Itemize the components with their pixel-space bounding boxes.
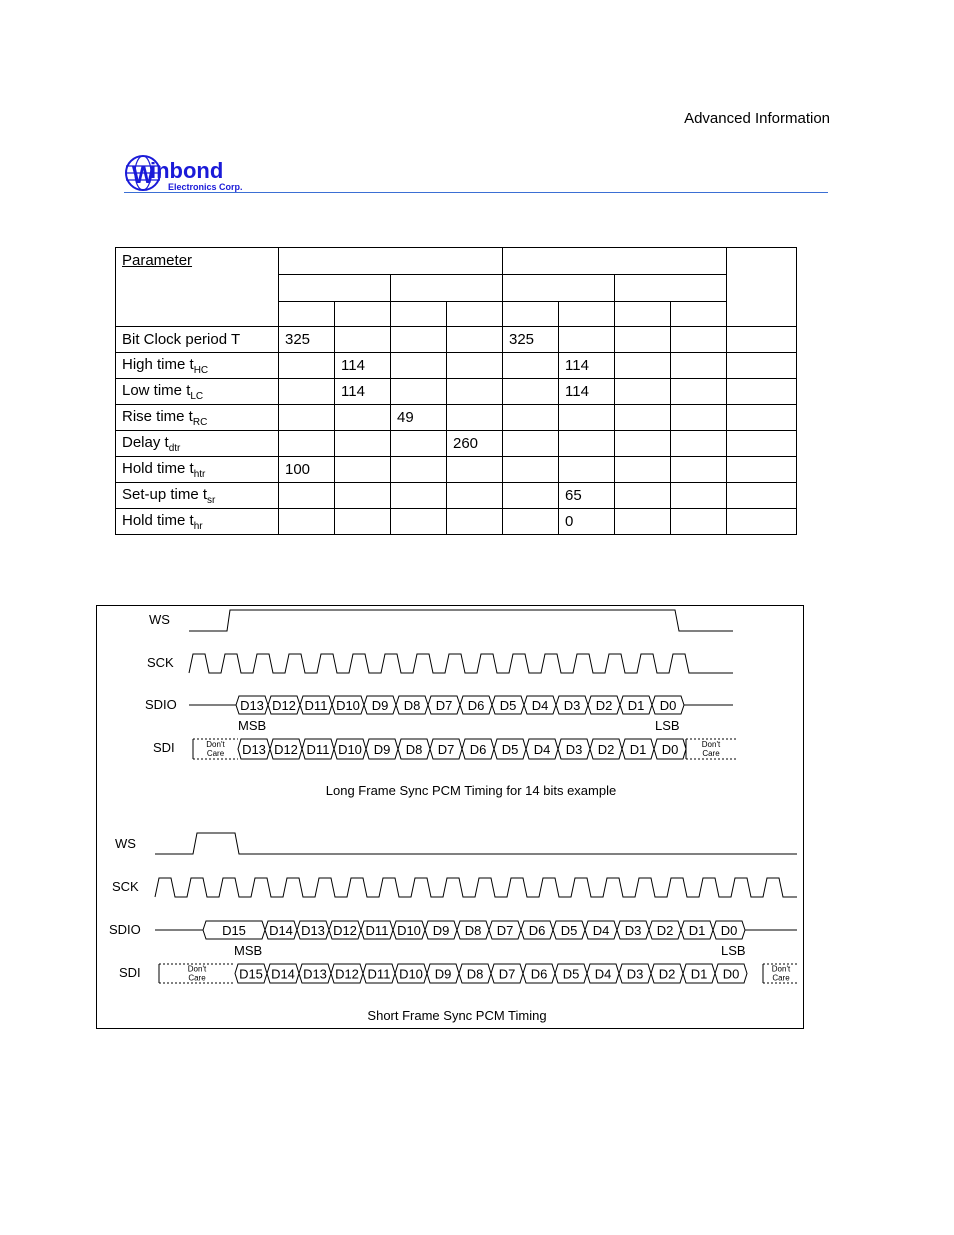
bit-label: D0 bbox=[661, 742, 679, 757]
bit-label: D14 bbox=[269, 923, 293, 938]
bit-label: D1 bbox=[629, 742, 647, 757]
table-cell bbox=[335, 457, 391, 483]
param-label: Hold time $t_{hr}$ bbox=[116, 509, 279, 535]
table-cell bbox=[447, 353, 503, 379]
table-cell bbox=[503, 353, 559, 379]
bit-label: D7 bbox=[437, 742, 455, 757]
table-row bbox=[116, 431, 797, 457]
table-cell bbox=[503, 457, 559, 483]
bit-label: D5 bbox=[562, 966, 580, 982]
col-header bbox=[447, 302, 503, 327]
param-label: Low time $t_{LC}$ bbox=[116, 379, 279, 405]
table-cell bbox=[615, 431, 671, 457]
bit-label: D13 bbox=[242, 742, 266, 757]
bit-label: D4 bbox=[594, 966, 612, 982]
sck-label-short: SCK bbox=[112, 879, 139, 894]
table-cell bbox=[335, 405, 391, 431]
bit-label: D5 bbox=[560, 923, 578, 938]
sdi-label-long: SDI bbox=[153, 740, 175, 755]
bit-label: D9 bbox=[434, 966, 452, 982]
bit-label: D10 bbox=[338, 742, 362, 757]
table-cell bbox=[447, 457, 503, 483]
bit-label: D2 bbox=[656, 923, 674, 938]
param-label: Set-up time $t_{sr}$ bbox=[116, 483, 279, 509]
sub-header bbox=[279, 275, 391, 302]
table-cell bbox=[671, 457, 727, 483]
bit-label: D4 bbox=[533, 742, 551, 757]
bit-label: D0 bbox=[722, 966, 740, 982]
bit-label: D12 bbox=[333, 923, 357, 938]
table-cell bbox=[335, 327, 391, 353]
dont-care-label: Care bbox=[702, 749, 720, 758]
table-cell bbox=[391, 457, 447, 483]
bit-label: D12 bbox=[272, 698, 296, 713]
table-cell bbox=[335, 509, 391, 535]
table-cell bbox=[727, 379, 797, 405]
table-cell bbox=[335, 483, 391, 509]
table-cell bbox=[671, 379, 727, 405]
col-header bbox=[559, 302, 615, 327]
bit-label: D1 bbox=[627, 698, 645, 713]
sck-label-long: SCK bbox=[147, 655, 174, 670]
bit-label: D2 bbox=[597, 742, 615, 757]
param-label: High time $t_{HC}$ bbox=[116, 353, 279, 379]
bit-label: D2 bbox=[658, 966, 676, 982]
ws-label-long: WS bbox=[149, 612, 170, 627]
dont-care-label: Don't bbox=[701, 740, 721, 749]
svg-text:W: W bbox=[132, 162, 155, 189]
table-cell bbox=[671, 353, 727, 379]
bit-label: D1 bbox=[688, 923, 706, 938]
table-cell bbox=[559, 405, 615, 431]
bit-label: D11 bbox=[367, 966, 391, 982]
bit-label: D11 bbox=[304, 698, 328, 713]
table-cell: 325 bbox=[503, 327, 559, 353]
table-cell: 114 bbox=[335, 379, 391, 405]
bit-label: D13 bbox=[301, 923, 325, 938]
table-cell bbox=[615, 379, 671, 405]
table-cell: 114 bbox=[559, 353, 615, 379]
bit-label: D0 bbox=[720, 923, 738, 938]
table-cell: 49 bbox=[391, 405, 447, 431]
bit-label: D8 bbox=[405, 742, 423, 757]
table-cell bbox=[447, 327, 503, 353]
sck-wave-short bbox=[155, 878, 797, 897]
bit-label: D6 bbox=[469, 742, 487, 757]
msb-label-short: MSB bbox=[234, 943, 263, 958]
table-cell bbox=[671, 405, 727, 431]
table-cell bbox=[391, 353, 447, 379]
bit-label: D12 bbox=[335, 966, 359, 982]
bit-label: D6 bbox=[528, 923, 546, 938]
table-cell bbox=[727, 431, 797, 457]
bit-label: D5 bbox=[501, 742, 519, 757]
dont-care-label: Don't bbox=[187, 964, 207, 974]
bit-label: D1 bbox=[690, 966, 708, 982]
param-header: Parameter bbox=[122, 252, 193, 269]
table-cell bbox=[671, 483, 727, 509]
table-cell bbox=[727, 509, 797, 535]
ws-label-short: WS bbox=[115, 836, 136, 851]
sck-wave-long bbox=[189, 654, 733, 673]
table-cell bbox=[279, 379, 335, 405]
bit-label: D14 bbox=[271, 966, 295, 982]
bit-label: D11 bbox=[306, 742, 330, 757]
table-cell bbox=[671, 431, 727, 457]
table-cell bbox=[391, 379, 447, 405]
table-cell bbox=[615, 457, 671, 483]
table-cell bbox=[391, 431, 447, 457]
table-cell bbox=[503, 405, 559, 431]
dont-care-label: Care bbox=[772, 973, 790, 983]
table-row bbox=[116, 379, 797, 405]
dont-care-label: Care bbox=[188, 973, 206, 983]
lsb-label-short: LSB bbox=[721, 943, 746, 958]
table-cell bbox=[727, 457, 797, 483]
bit-label: D7 bbox=[496, 923, 514, 938]
table-cell bbox=[391, 509, 447, 535]
param-header-cell bbox=[116, 248, 279, 327]
timing-diagram-box bbox=[96, 605, 804, 1029]
winbond-logo bbox=[124, 153, 254, 195]
table-cell bbox=[615, 353, 671, 379]
table-cell bbox=[447, 483, 503, 509]
bit-label: D9 bbox=[373, 742, 391, 757]
table-cell: 0 bbox=[559, 509, 615, 535]
col-header bbox=[391, 302, 447, 327]
table-cell bbox=[279, 353, 335, 379]
ws-wave-long bbox=[189, 610, 733, 631]
bit-label: D8 bbox=[403, 698, 421, 713]
sub-header bbox=[503, 275, 615, 302]
bit-label: D12 bbox=[274, 742, 298, 757]
lsb-label-long: LSB bbox=[655, 718, 680, 733]
timing-diagram bbox=[97, 606, 803, 1028]
table-cell bbox=[279, 483, 335, 509]
logo-subtitle: Electronics Corp. bbox=[168, 182, 243, 192]
table-cell bbox=[447, 379, 503, 405]
table-cell bbox=[727, 405, 797, 431]
msb-label-long: MSB bbox=[238, 718, 267, 733]
sdi-bits-long bbox=[238, 739, 686, 759]
bit-label: D0 bbox=[659, 698, 677, 713]
bit-label: D6 bbox=[530, 966, 548, 982]
bit-label: D3 bbox=[624, 923, 642, 938]
table-cell bbox=[503, 431, 559, 457]
table-cell bbox=[503, 379, 559, 405]
bit-label: D4 bbox=[531, 698, 549, 713]
col-header bbox=[279, 302, 335, 327]
table-cell bbox=[391, 483, 447, 509]
table-cell bbox=[615, 509, 671, 535]
bit-label: D15 bbox=[222, 923, 246, 938]
table-cell: 114 bbox=[559, 379, 615, 405]
header-info: Advanced Information bbox=[684, 110, 830, 127]
bit-label: D3 bbox=[563, 698, 581, 713]
table-cell bbox=[279, 509, 335, 535]
unit-header bbox=[727, 248, 797, 327]
header-rule bbox=[124, 192, 828, 193]
dont-care-label: Don't bbox=[771, 964, 791, 974]
bit-label: D4 bbox=[592, 923, 610, 938]
table-row bbox=[116, 353, 797, 379]
table-row bbox=[116, 483, 797, 509]
sub-header bbox=[391, 275, 503, 302]
table-cell: 65 bbox=[559, 483, 615, 509]
table-cell bbox=[615, 483, 671, 509]
col-header bbox=[335, 302, 391, 327]
table-cell bbox=[559, 327, 615, 353]
bit-label: D15 bbox=[239, 966, 263, 982]
table-cell bbox=[503, 509, 559, 535]
table-cell bbox=[335, 431, 391, 457]
table-cell bbox=[447, 509, 503, 535]
sdio-label-long: SDIO bbox=[145, 697, 177, 712]
col-header bbox=[671, 302, 727, 327]
bit-label: D9 bbox=[432, 923, 450, 938]
bit-label: D5 bbox=[499, 698, 517, 713]
table-cell: 325 bbox=[279, 327, 335, 353]
table-cell bbox=[559, 457, 615, 483]
param-label: Hold time $t_{htr}$ bbox=[116, 457, 279, 483]
group-header-2 bbox=[503, 248, 727, 275]
dont-care-label: Care bbox=[206, 749, 225, 758]
table-cell bbox=[559, 431, 615, 457]
table-cell bbox=[279, 405, 335, 431]
table-row bbox=[116, 457, 797, 483]
table-cell: 100 bbox=[279, 457, 335, 483]
bit-label: D7 bbox=[435, 698, 453, 713]
bit-label: D6 bbox=[467, 698, 485, 713]
table-cell bbox=[727, 353, 797, 379]
logo-wordmark: inbond bbox=[150, 158, 224, 183]
ws-wave-short bbox=[155, 833, 797, 854]
bit-label: D13 bbox=[240, 698, 264, 713]
bit-label: D10 bbox=[399, 966, 423, 982]
bit-label: D13 bbox=[303, 966, 327, 982]
table-cell bbox=[671, 509, 727, 535]
bit-label: D11 bbox=[365, 923, 389, 938]
table-cell bbox=[615, 327, 671, 353]
col-header bbox=[503, 302, 559, 327]
param-label: Delay $t_{dtr}$ bbox=[116, 431, 279, 457]
col-header bbox=[615, 302, 671, 327]
dont-care-label: Don't bbox=[206, 740, 225, 749]
bit-label: D3 bbox=[626, 966, 644, 982]
bit-label: D2 bbox=[595, 698, 613, 713]
sub-header bbox=[615, 275, 727, 302]
table-row bbox=[116, 509, 797, 535]
table-cell bbox=[615, 405, 671, 431]
table-cell bbox=[447, 405, 503, 431]
bit-label: D9 bbox=[371, 698, 389, 713]
bit-label: D8 bbox=[464, 923, 482, 938]
caption-long: Long Frame Sync PCM Timing for 14 bits example bbox=[325, 783, 617, 798]
sdi-label-short: SDI bbox=[119, 965, 141, 980]
parameter-table bbox=[115, 247, 797, 535]
table-cell bbox=[671, 327, 727, 353]
caption-short: Short Frame Sync PCM Timing bbox=[367, 1008, 547, 1023]
group-header-1 bbox=[279, 248, 503, 275]
param-label: Bit Clock period T bbox=[116, 327, 279, 353]
table-cell: 260 bbox=[447, 431, 503, 457]
bit-label: D3 bbox=[565, 742, 583, 757]
bit-label: D10 bbox=[336, 698, 360, 713]
table-row bbox=[116, 327, 797, 353]
bit-label: D7 bbox=[498, 966, 516, 982]
bit-label: D8 bbox=[466, 966, 484, 982]
table-row bbox=[116, 405, 797, 431]
sdio-bits-long bbox=[236, 696, 684, 714]
table-cell bbox=[503, 483, 559, 509]
table-cell bbox=[279, 431, 335, 457]
sdio-label-short: SDIO bbox=[109, 922, 141, 937]
table-cell bbox=[391, 327, 447, 353]
table-cell bbox=[727, 327, 797, 353]
param-label: Rise time $t_{RC}$ bbox=[116, 405, 279, 431]
bit-label: D10 bbox=[397, 923, 421, 938]
table-cell bbox=[727, 483, 797, 509]
table-cell: 114 bbox=[335, 353, 391, 379]
